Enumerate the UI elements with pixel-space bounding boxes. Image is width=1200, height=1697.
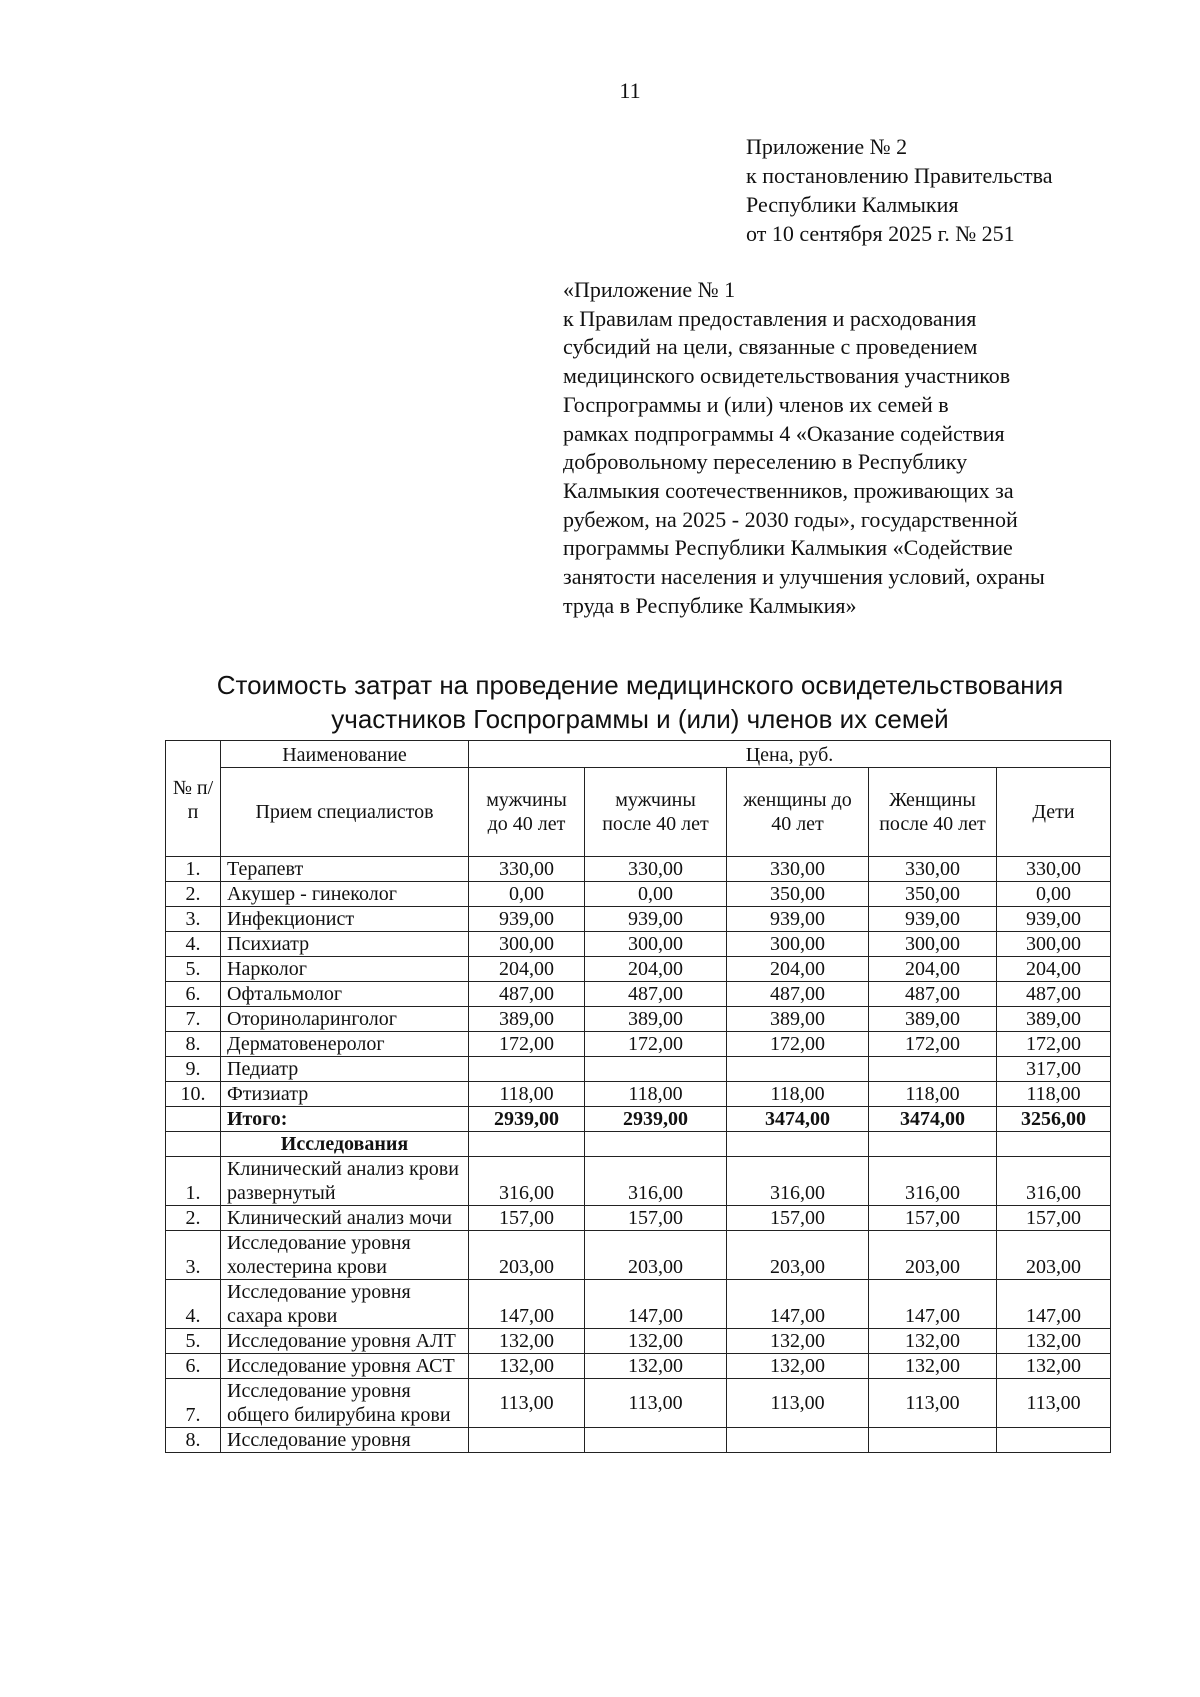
price-cell: 113,00 xyxy=(727,1379,869,1428)
price-cell: 939,00 xyxy=(727,907,869,932)
price-cell: 316,00 xyxy=(585,1157,727,1206)
row-name: Офтальмолог xyxy=(221,982,469,1007)
table-row xyxy=(166,1057,1111,1082)
price-cell: 487,00 xyxy=(997,982,1111,1007)
row-num: 9. xyxy=(166,1057,221,1082)
header-price-group: Цена, руб. xyxy=(469,741,1111,768)
price-cell: 147,00 xyxy=(469,1280,585,1329)
row-num: 8. xyxy=(166,1032,221,1057)
rules-line: рамках подпрограммы 4 «Оказание содействия xyxy=(563,420,1005,446)
price-cell xyxy=(585,1132,727,1157)
price-cell: 118,00 xyxy=(869,1082,997,1107)
row-name: Клинический анализ крови развернутый xyxy=(221,1157,469,1206)
row-num xyxy=(166,1107,221,1132)
appendix-line: от 10 сентября 2025 г. № 251 xyxy=(746,221,1015,246)
price-cell: 330,00 xyxy=(469,857,585,882)
row-name: Педиатр xyxy=(221,1057,469,1082)
table-row xyxy=(166,957,1111,982)
price-cell xyxy=(869,1132,997,1157)
price-cell: 330,00 xyxy=(869,857,997,882)
price-cell: 147,00 xyxy=(585,1280,727,1329)
header-row-main xyxy=(166,768,1111,857)
table-row xyxy=(166,1007,1111,1032)
price-cell: 203,00 xyxy=(869,1231,997,1280)
rules-line: субсидий на цели, связанные с проведением xyxy=(563,334,978,360)
price-cell: 118,00 xyxy=(727,1082,869,1107)
rules-line: труда в Республике Калмыкия» xyxy=(563,592,857,618)
price-cell: 132,00 xyxy=(727,1354,869,1379)
header-col-men-under-40: мужчины до 40 лет xyxy=(469,768,585,857)
appendix-header xyxy=(746,132,1052,248)
price-cell: 132,00 xyxy=(869,1354,997,1379)
price-cell: 330,00 xyxy=(727,857,869,882)
price-cell: 316,00 xyxy=(869,1157,997,1206)
header-col-children: Дети xyxy=(997,768,1111,857)
price-cell xyxy=(469,1057,585,1082)
table-row xyxy=(166,1280,1111,1329)
rules-line: Госпрограммы и (или) членов их семей в xyxy=(563,391,949,417)
total-label: Итого: xyxy=(221,1107,469,1132)
price-cell xyxy=(727,1132,869,1157)
price-cell xyxy=(585,1428,727,1453)
price-cell: 113,00 xyxy=(469,1379,585,1428)
header-col-men-over-40: мужчины после 40 лет xyxy=(585,768,727,857)
price-cell: 300,00 xyxy=(997,932,1111,957)
row-num: 10. xyxy=(166,1082,221,1107)
table-row xyxy=(166,1329,1111,1354)
total-cell: 3474,00 xyxy=(727,1107,869,1132)
header-num: № п/п xyxy=(166,741,221,857)
price-cell: 389,00 xyxy=(469,1007,585,1032)
price-cell: 316,00 xyxy=(997,1157,1111,1206)
header-col-women-under-40: женщины до 40 лет xyxy=(727,768,869,857)
row-name: Психиатр xyxy=(221,932,469,957)
row-name: Исследование уровня сахара крови xyxy=(221,1280,469,1329)
price-cell: 939,00 xyxy=(585,907,727,932)
row-num: 3. xyxy=(166,1231,221,1280)
price-cell: 147,00 xyxy=(869,1280,997,1329)
price-cell: 113,00 xyxy=(585,1379,727,1428)
price-cell: 132,00 xyxy=(997,1329,1111,1354)
price-cell: 204,00 xyxy=(997,957,1111,982)
price-cell: 147,00 xyxy=(997,1280,1111,1329)
price-cell: 172,00 xyxy=(469,1032,585,1057)
price-cell: 132,00 xyxy=(469,1354,585,1379)
table-row xyxy=(166,1354,1111,1379)
row-num: 4. xyxy=(166,932,221,957)
row-name: Акушер - гинеколог xyxy=(221,882,469,907)
price-cell: 316,00 xyxy=(469,1157,585,1206)
table-row xyxy=(166,1428,1111,1453)
price-cell: 172,00 xyxy=(869,1032,997,1057)
price-cell: 132,00 xyxy=(469,1329,585,1354)
price-cell: 939,00 xyxy=(469,907,585,932)
header-name-sub: Прием специалистов xyxy=(221,768,469,857)
price-cell: 113,00 xyxy=(869,1379,997,1428)
row-num: 3. xyxy=(166,907,221,932)
rules-line: «Приложение № 1 xyxy=(563,277,736,302)
cost-table xyxy=(165,740,1111,1453)
price-cell: 487,00 xyxy=(585,982,727,1007)
price-cell: 132,00 xyxy=(997,1354,1111,1379)
document-title xyxy=(150,668,1130,736)
total-cell: 2939,00 xyxy=(469,1107,585,1132)
price-cell: 487,00 xyxy=(469,982,585,1007)
row-num: 2. xyxy=(166,1206,221,1231)
price-cell: 389,00 xyxy=(727,1007,869,1032)
price-cell: 157,00 xyxy=(869,1206,997,1231)
rules-line: программы Республики Калмыкия «Содействие xyxy=(563,535,1013,561)
row-num: 5. xyxy=(166,957,221,982)
price-cell: 118,00 xyxy=(585,1082,727,1107)
price-cell: 157,00 xyxy=(469,1206,585,1231)
price-cell: 330,00 xyxy=(585,857,727,882)
price-cell: 389,00 xyxy=(869,1007,997,1032)
row-num: 7. xyxy=(166,1379,221,1428)
price-cell: 203,00 xyxy=(469,1231,585,1280)
header-col-women-over-40: Женщины после 40 лет xyxy=(869,768,997,857)
price-cell: 330,00 xyxy=(997,857,1111,882)
table-row xyxy=(166,907,1111,932)
appendix-line: Республики Калмыкия xyxy=(746,192,959,217)
price-cell: 0,00 xyxy=(997,882,1111,907)
row-num: 4. xyxy=(166,1280,221,1329)
price-cell: 0,00 xyxy=(585,882,727,907)
price-cell xyxy=(997,1132,1111,1157)
table-row xyxy=(166,932,1111,957)
price-cell xyxy=(869,1428,997,1453)
row-num: 7. xyxy=(166,1007,221,1032)
price-cell: 157,00 xyxy=(727,1206,869,1231)
price-cell: 118,00 xyxy=(469,1082,585,1107)
rules-line: медицинского освидетельствования участников xyxy=(563,363,1011,389)
table-row xyxy=(166,1157,1111,1206)
price-cell: 317,00 xyxy=(997,1057,1111,1082)
row-name: Исследование уровня xyxy=(221,1428,469,1453)
row-name: Фтизиатр xyxy=(221,1082,469,1107)
price-cell: 316,00 xyxy=(727,1157,869,1206)
header-row-top xyxy=(166,741,1111,768)
price-cell: 204,00 xyxy=(585,957,727,982)
price-cell: 939,00 xyxy=(997,907,1111,932)
appendix-line: к постановлению Правительства xyxy=(746,163,1053,188)
appendix-line: Приложение № 2 xyxy=(746,134,908,159)
price-cell: 300,00 xyxy=(469,932,585,957)
price-cell: 204,00 xyxy=(869,957,997,982)
rules-line: занятости населения и улучшения условий, охраны xyxy=(563,564,1045,590)
row-name: Клинический анализ мочи xyxy=(221,1206,469,1231)
price-cell: 389,00 xyxy=(585,1007,727,1032)
table-row xyxy=(166,1379,1111,1428)
price-cell: 172,00 xyxy=(727,1032,869,1057)
price-cell: 157,00 xyxy=(997,1206,1111,1231)
table-row xyxy=(166,982,1111,1007)
section-label: Исследования xyxy=(221,1132,469,1157)
row-num: 6. xyxy=(166,982,221,1007)
price-cell: 204,00 xyxy=(727,957,869,982)
row-name: Исследование уровня АСТ xyxy=(221,1354,469,1379)
price-cell: 300,00 xyxy=(869,932,997,957)
header-name-group: Наименование xyxy=(221,741,469,768)
page-number: 11 xyxy=(619,78,641,103)
price-cell: 157,00 xyxy=(585,1206,727,1231)
row-name: Инфекционист xyxy=(221,907,469,932)
table-row xyxy=(166,1231,1111,1280)
total-row xyxy=(166,1107,1111,1132)
price-cell: 939,00 xyxy=(869,907,997,932)
section-row-research xyxy=(166,1132,1111,1157)
row-name: Оториноларинголог xyxy=(221,1007,469,1032)
row-num: 5. xyxy=(166,1329,221,1354)
title-line-1: Стоимость затрат на проведение медицинского освидетельствования xyxy=(216,670,1064,700)
price-cell xyxy=(869,1057,997,1082)
price-cell: 300,00 xyxy=(585,932,727,957)
price-cell: 172,00 xyxy=(585,1032,727,1057)
rules-line: Калмыкия соотечественников, проживающих за xyxy=(563,477,1014,503)
price-cell xyxy=(727,1057,869,1082)
price-cell: 113,00 xyxy=(997,1379,1111,1428)
price-cell: 132,00 xyxy=(585,1329,727,1354)
price-cell: 0,00 xyxy=(469,882,585,907)
rules-reference xyxy=(563,276,1045,620)
price-cell: 132,00 xyxy=(869,1329,997,1354)
table-row xyxy=(166,1206,1111,1231)
price-cell: 147,00 xyxy=(727,1280,869,1329)
price-cell xyxy=(469,1428,585,1453)
price-cell: 487,00 xyxy=(727,982,869,1007)
row-num xyxy=(166,1132,221,1157)
row-name: Исследование уровня холестерина крови xyxy=(221,1231,469,1280)
table-row xyxy=(166,1032,1111,1057)
table-row xyxy=(166,857,1111,882)
total-cell: 2939,00 xyxy=(585,1107,727,1132)
row-num: 1. xyxy=(166,857,221,882)
title-line-2: участников Госпрограммы и (или) членов их семей xyxy=(331,704,949,734)
row-num: 8. xyxy=(166,1428,221,1453)
price-cell: 118,00 xyxy=(997,1082,1111,1107)
row-name: Исследование уровня АЛТ xyxy=(221,1329,469,1354)
table-row xyxy=(166,882,1111,907)
row-num: 1. xyxy=(166,1157,221,1206)
table-row xyxy=(166,1082,1111,1107)
total-cell: 3256,00 xyxy=(997,1107,1111,1132)
price-cell xyxy=(585,1057,727,1082)
price-cell: 203,00 xyxy=(997,1231,1111,1280)
row-name: Дерматовенеролог xyxy=(221,1032,469,1057)
price-cell: 204,00 xyxy=(469,957,585,982)
price-cell: 203,00 xyxy=(585,1231,727,1280)
price-cell: 132,00 xyxy=(585,1354,727,1379)
total-cell: 3474,00 xyxy=(869,1107,997,1132)
price-cell: 350,00 xyxy=(727,882,869,907)
price-cell: 300,00 xyxy=(727,932,869,957)
price-cell: 389,00 xyxy=(997,1007,1111,1032)
price-cell: 172,00 xyxy=(997,1032,1111,1057)
price-cell: 132,00 xyxy=(727,1329,869,1354)
price-cell xyxy=(469,1132,585,1157)
row-name: Исследование уровня общего билирубина крови xyxy=(221,1379,469,1428)
price-cell: 487,00 xyxy=(869,982,997,1007)
rules-line: добровольному переселению в Республику xyxy=(563,449,968,475)
row-num: 6. xyxy=(166,1354,221,1379)
price-cell xyxy=(727,1428,869,1453)
price-cell: 350,00 xyxy=(869,882,997,907)
price-cell xyxy=(997,1428,1111,1453)
price-cell: 203,00 xyxy=(727,1231,869,1280)
row-num: 2. xyxy=(166,882,221,907)
rules-line: к Правилам предоставления и расходования xyxy=(563,305,977,331)
rules-line: рубежом, на 2025 - 2030 годы», государственной xyxy=(563,506,1018,532)
row-name: Терапевт xyxy=(221,857,469,882)
row-name: Нарколог xyxy=(221,957,469,982)
